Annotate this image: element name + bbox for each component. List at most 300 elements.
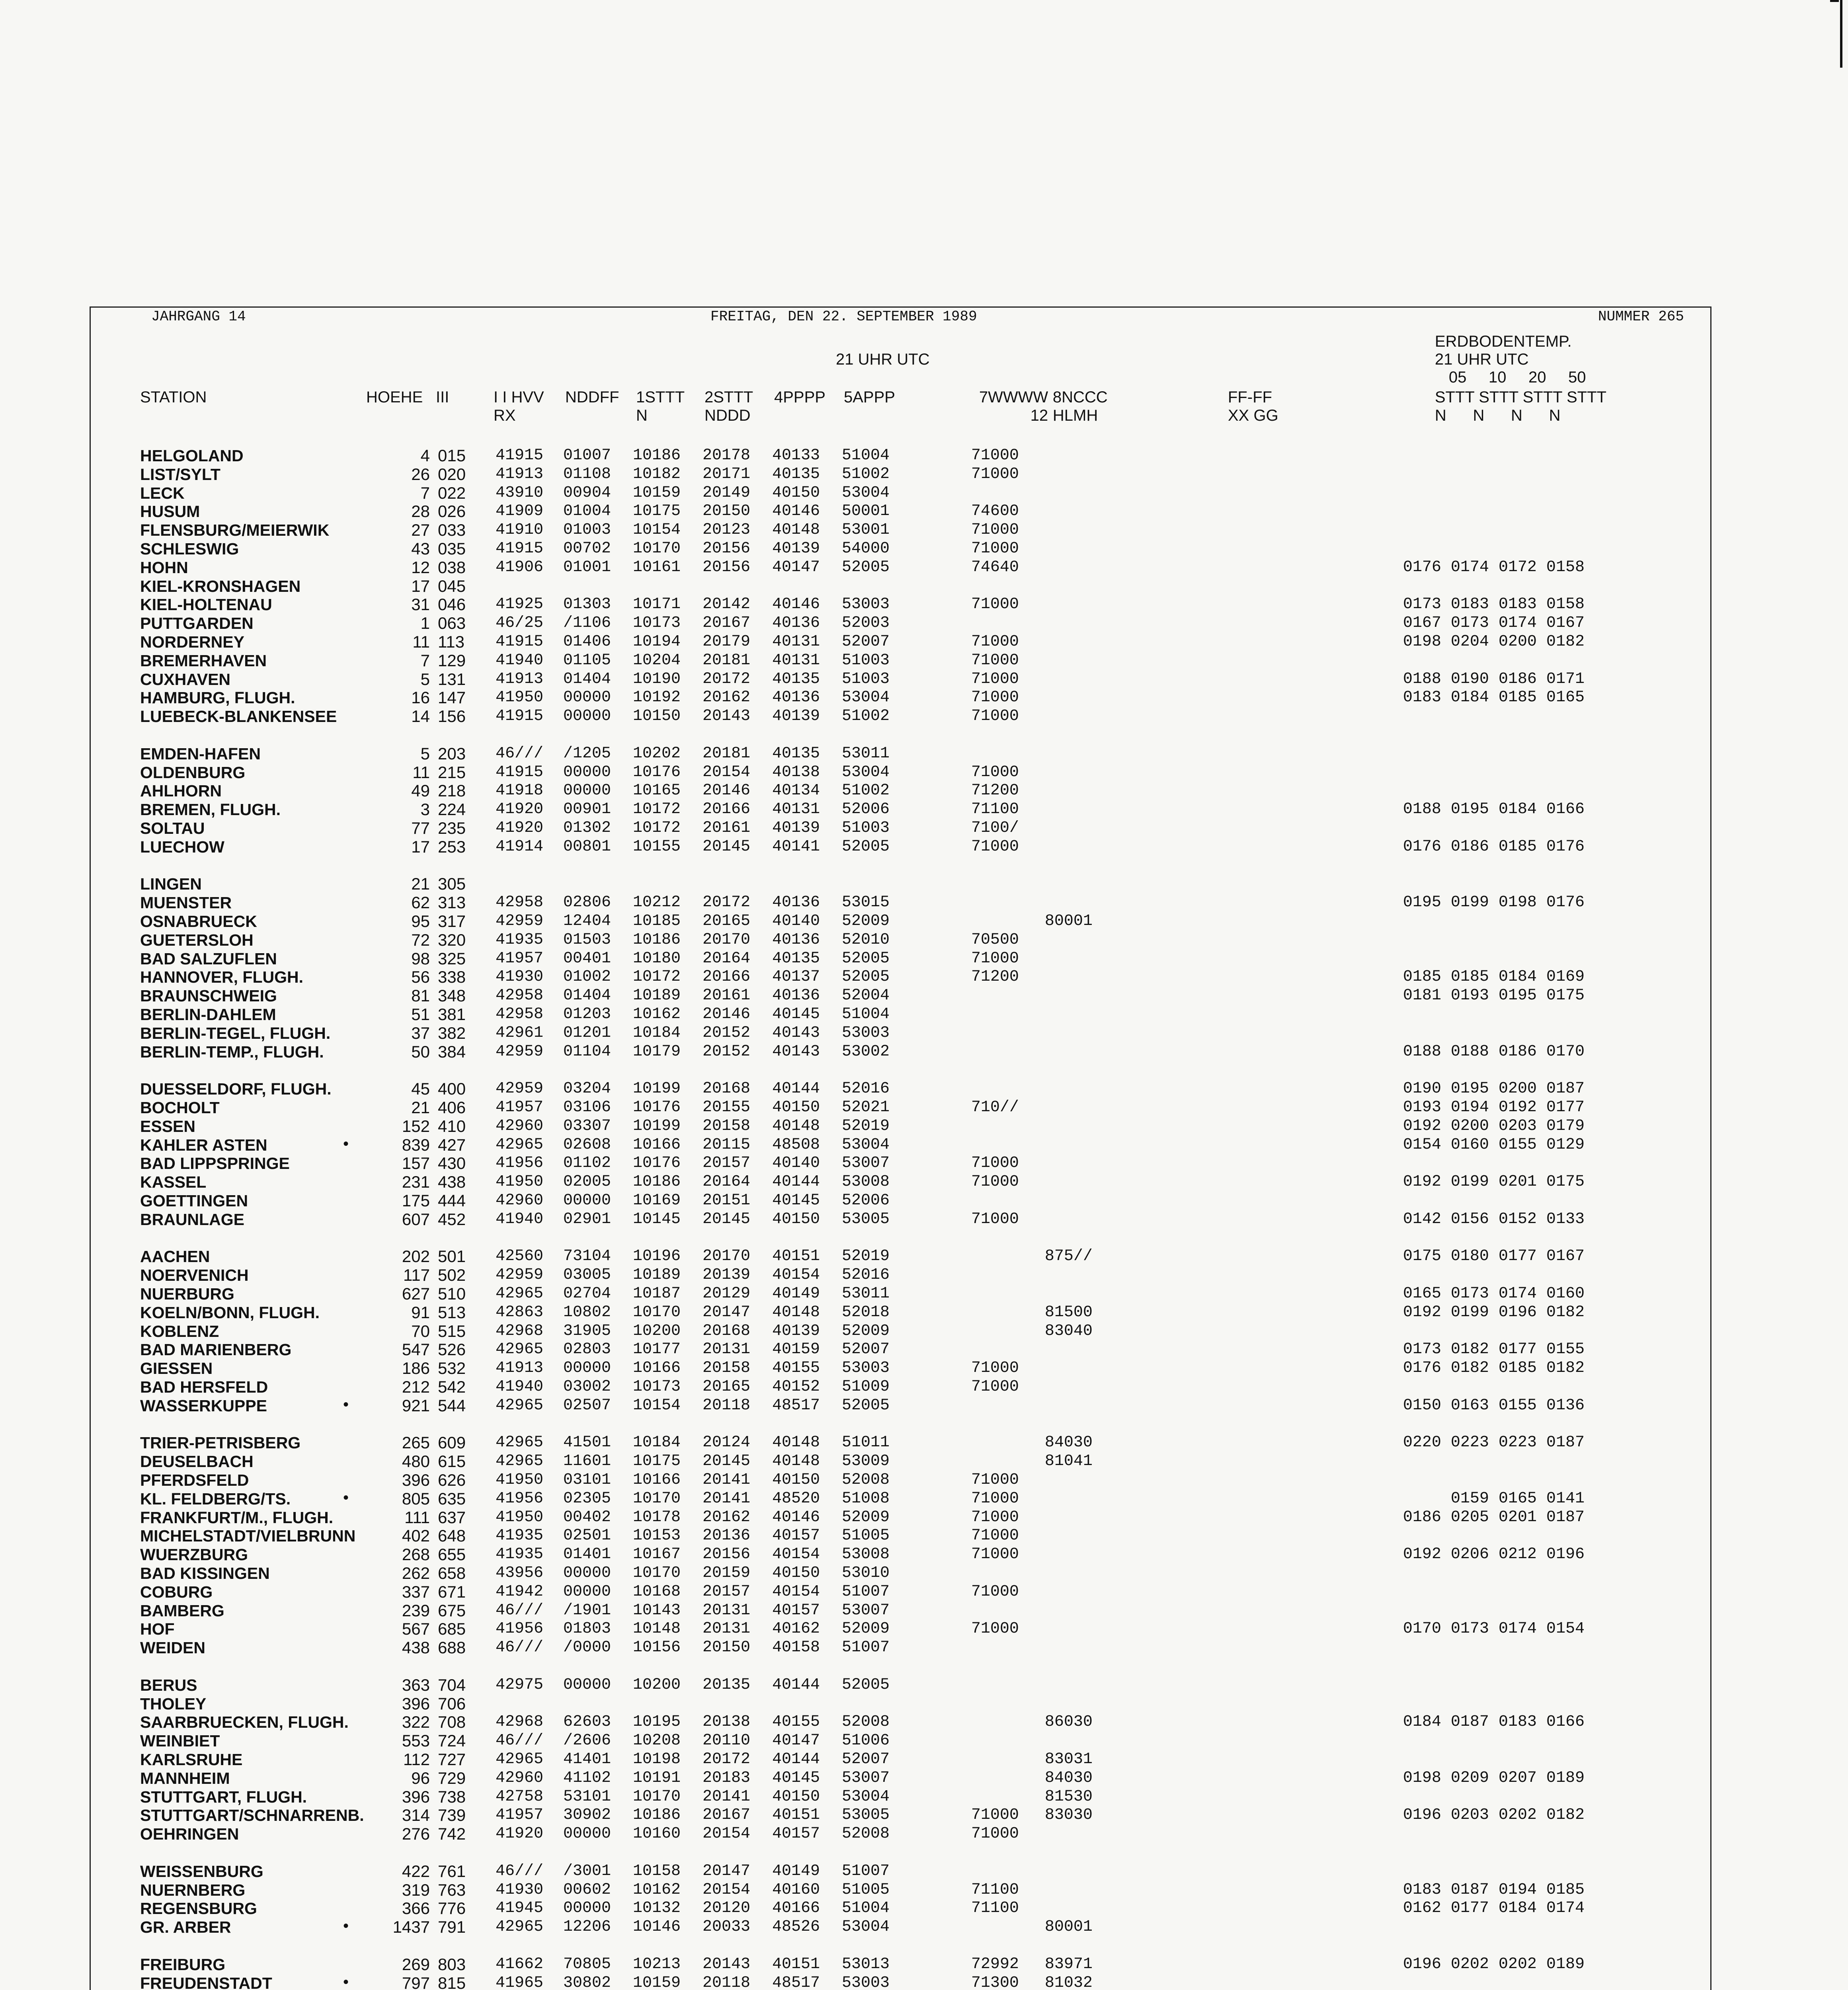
sttt1-value: 10162	[633, 1005, 681, 1023]
sttt2-value: 20147	[703, 1303, 751, 1321]
pppp-value: 40151	[772, 1955, 820, 1973]
pppp-value: 40150	[772, 1787, 820, 1806]
pppp-value: 48508	[772, 1135, 820, 1154]
nccc-value: 81530	[1045, 1787, 1093, 1806]
hoehe-value: 265	[402, 1433, 430, 1452]
iii-value: 704	[438, 1675, 466, 1694]
wwww-value: 71000	[971, 1489, 1019, 1508]
pppp-value: 48526	[772, 1918, 820, 1936]
nddff-value: 02704	[563, 1285, 611, 1303]
station-name: MANNHEIM	[140, 1769, 230, 1787]
soil-temp-value: 0162 0177 0184 0174	[1403, 1899, 1585, 1918]
sttt1-value: 10173	[633, 614, 681, 632]
erdboden-time-header: 21 UHR UTC	[1435, 351, 1529, 368]
pppp-value: 40155	[772, 1713, 820, 1731]
sttt1-value: 10195	[633, 1713, 681, 1731]
station-name: NOERVENICH	[140, 1266, 249, 1285]
sttt2-value: 20172	[703, 1750, 751, 1768]
sttt1-value: 10199	[633, 1080, 681, 1098]
appp-value: 51003	[842, 651, 890, 669]
hvv-value: 42959	[496, 1266, 544, 1284]
sttt1-value: 10177	[633, 1340, 681, 1359]
sttt1-value: 10170	[633, 1303, 681, 1321]
station-name: BOCHOLT	[140, 1098, 220, 1117]
sttt1-value: 10178	[633, 1508, 681, 1526]
hoehe-value: 337	[402, 1582, 430, 1601]
sttt2-value: 20154	[703, 1825, 751, 1843]
hvv-value: 41910	[496, 521, 544, 539]
hoehe-value: 5	[420, 669, 430, 689]
pppp-value: 40146	[772, 502, 820, 521]
hvv-value: 41950	[496, 1471, 544, 1489]
page-edge-mark	[1840, 0, 1842, 68]
appp-value: 53004	[842, 689, 890, 707]
appp-value: 52004	[842, 987, 890, 1005]
nddff-value: 31905	[563, 1322, 611, 1340]
station-name: HELGOLAND	[140, 447, 244, 465]
nccc-value: 81032	[1045, 1974, 1093, 1990]
hoehe-value: 239	[402, 1601, 430, 1620]
iii-value: 406	[438, 1098, 466, 1117]
hvv-value: 41957	[496, 1806, 544, 1824]
appp-value: 52018	[842, 1303, 890, 1321]
pppp-value: 40159	[772, 1340, 820, 1359]
sttt1-value: 10159	[633, 484, 681, 502]
pppp-value: 40158	[772, 1639, 820, 1657]
sttt2-value: 20165	[703, 912, 751, 930]
nddff-value: 01108	[563, 465, 611, 483]
station-name: BAD HERSFELD	[140, 1378, 268, 1396]
wwww-value: 71200	[971, 782, 1019, 800]
sttt1-value: 10166	[633, 1471, 681, 1489]
sttt2-value: 20167	[703, 614, 751, 632]
nddff-value: 02005	[563, 1173, 611, 1191]
appp-value: 53009	[842, 1452, 890, 1471]
hoehe-value: 314	[402, 1806, 430, 1825]
sttt1-value: 10184	[633, 1434, 681, 1452]
hoehe-value: 21	[411, 874, 430, 894]
appp-value: 52003	[842, 614, 890, 632]
pppp-value: 40131	[772, 633, 820, 651]
sttt1-value: 10170	[633, 540, 681, 558]
wwww-value: 70500	[971, 931, 1019, 949]
appp-value: 52006	[842, 1192, 890, 1210]
hoehe-value: 5	[420, 744, 430, 763]
wwww-value: 71000	[971, 633, 1019, 651]
depth-header: 05 10 20 50	[1449, 369, 1586, 386]
nccc-value: 83971	[1045, 1955, 1093, 1973]
soil-temp-value: 0150 0163 0155 0136	[1403, 1396, 1585, 1414]
station-name: FLENSBURG/MEIERWIK	[140, 521, 330, 540]
hvv-value: 46///	[496, 1862, 544, 1880]
sttt1-value: 10154	[633, 521, 681, 539]
pppp-value: 40136	[772, 894, 820, 912]
pppp-value: 40148	[772, 1434, 820, 1452]
nddff-value: 00000	[563, 707, 611, 726]
soil-temp-value: 0184 0187 0183 0166	[1403, 1713, 1585, 1731]
wwww-value: 71100	[971, 1899, 1019, 1918]
sttt1-value: 10189	[633, 987, 681, 1005]
nddff-value: 03307	[563, 1117, 611, 1135]
hvv-value: 41940	[496, 651, 544, 669]
sttt2-value: 20138	[703, 1713, 751, 1731]
iii-value: 648	[438, 1526, 466, 1545]
station-name: NUERBURG	[140, 1285, 234, 1303]
iii-value: 035	[438, 539, 466, 558]
sttt1-value: 10194	[633, 633, 681, 651]
sttt2-value: 20170	[703, 931, 751, 949]
sttt1-value: 10198	[633, 1750, 681, 1768]
sttt2-value: 20141	[703, 1471, 751, 1489]
soil-temp-value: 0185 0185 0184 0169	[1403, 968, 1585, 986]
hoehe-value: 31	[411, 595, 430, 614]
iii-value: 218	[438, 781, 466, 800]
appp-value: 51003	[842, 670, 890, 688]
pppp-value: 40152	[772, 1378, 820, 1396]
date-label: FREITAG, DEN 22. SEPTEMBER 1989	[710, 308, 977, 325]
iii-value: 515	[438, 1321, 466, 1340]
nddff-value: 41102	[563, 1769, 611, 1787]
nddff-value: 01002	[563, 968, 611, 986]
station-name: KIEL-KRONSHAGEN	[140, 577, 301, 595]
wwww-value: 71000	[971, 837, 1019, 856]
station-name: AHLHORN	[140, 782, 222, 800]
sttt1-value: 10199	[633, 1117, 681, 1135]
nccc-value: 86030	[1045, 1713, 1093, 1731]
appp-value: 52019	[842, 1117, 890, 1135]
nddff-value: 01404	[563, 670, 611, 688]
appp-value: 52005	[842, 837, 890, 856]
station-name: OSNABRUECK	[140, 912, 257, 931]
mountain-station-marker: •	[343, 1917, 349, 1935]
hvv-value: 42965	[496, 1396, 544, 1414]
hoehe-value: 95	[411, 912, 430, 931]
appp-value: 54000	[842, 540, 890, 558]
station-name: COBURG	[140, 1582, 213, 1601]
pppp-value: 40150	[772, 1471, 820, 1489]
station-name: AACHEN	[140, 1247, 210, 1266]
station-name: BAD LIPPSPRINGE	[140, 1154, 290, 1173]
nddff-value: 00000	[563, 1582, 611, 1601]
iii-value: 635	[438, 1489, 466, 1508]
soil-temp-value: 0181 0193 0195 0175	[1403, 987, 1585, 1005]
sttt2-value: 20172	[703, 670, 751, 688]
pppp-value: 40148	[772, 1303, 820, 1321]
station-name: KIEL-HOLTENAU	[140, 595, 272, 614]
hoehe-value: 112	[403, 1750, 430, 1769]
pppp-value: 40146	[772, 595, 820, 614]
nddff-value: /1205	[563, 744, 611, 763]
pppp-value: 40150	[772, 1564, 820, 1582]
hvv-value: 42863	[496, 1303, 544, 1321]
soil-temp-value: 0176 0182 0185 0182	[1403, 1359, 1585, 1377]
nddff-value: /1106	[563, 614, 611, 632]
pppp-value: 40140	[772, 912, 820, 930]
hoehe-value: 547	[402, 1340, 430, 1359]
hoehe-value: 839	[402, 1135, 430, 1154]
station-name: SCHLESWIG	[140, 540, 239, 558]
iii-value: 501	[438, 1247, 466, 1266]
hvv-value: 41915	[496, 447, 544, 464]
mountain-station-marker: •	[343, 1395, 349, 1413]
col9-header: FF-FF XX GG	[1228, 388, 1278, 424]
sttt1-value: 10167	[633, 1545, 681, 1564]
sttt2-value: 20166	[703, 968, 751, 986]
iii-value: 382	[438, 1023, 466, 1042]
nddff-value: 01007	[563, 447, 611, 464]
nccc-value: 83040	[1045, 1322, 1093, 1340]
sttt2-value: 20145	[703, 1210, 751, 1228]
pppp-value: 40136	[772, 987, 820, 1005]
appp-value: 53004	[842, 1918, 890, 1936]
sttt1-value: 10186	[633, 447, 681, 464]
iii-value: 708	[438, 1713, 466, 1732]
sttt1-value: 10159	[633, 1974, 681, 1990]
hoehe-value: 96	[411, 1768, 430, 1787]
soil-temp-value: 0198 0204 0200 0182	[1403, 633, 1585, 651]
hvv-value: 42968	[496, 1713, 544, 1731]
sttt2-value: 20143	[703, 1955, 751, 1973]
hoehe-value: 17	[411, 837, 430, 856]
pppp-value: 40131	[772, 651, 820, 669]
nddff-value: 00904	[563, 484, 611, 502]
appp-value: 52007	[842, 633, 890, 651]
hoehe-value: 21	[411, 1098, 430, 1117]
hoehe-value: 4	[420, 446, 430, 465]
iii-value: 763	[438, 1880, 466, 1899]
pppp-value: 40136	[772, 689, 820, 707]
iii-value: 655	[438, 1545, 466, 1564]
wwww-value: 71000	[971, 1527, 1019, 1545]
hoehe-value: 81	[411, 986, 430, 1005]
wwww-value: 71000	[971, 540, 1019, 558]
iii-value: 129	[438, 651, 466, 670]
wwww-value: 71100	[971, 800, 1019, 819]
sttt2-value: 20131	[703, 1620, 751, 1638]
pppp-value: 40139	[772, 819, 820, 837]
station-name: KOELN/BONN, FLUGH.	[140, 1303, 320, 1322]
sttt1-value: 10145	[633, 1210, 681, 1228]
station-name: BAMBERG	[140, 1601, 224, 1620]
nddff-value: 02507	[563, 1396, 611, 1414]
hoehe-value: 322	[402, 1713, 430, 1732]
station-name: BREMEN, FLUGH.	[140, 800, 281, 819]
sttt2-value: 20141	[703, 1489, 751, 1508]
hoehe-value: 363	[402, 1675, 430, 1694]
hoehe-value: 152	[402, 1116, 430, 1135]
appp-value: 53003	[842, 595, 890, 614]
wwww-value: 71000	[971, 1620, 1019, 1638]
nddff-value: 00801	[563, 837, 611, 856]
wwww-value: 71200	[971, 968, 1019, 986]
hvv-value: 42965	[496, 1135, 544, 1154]
wwww-value: 71000	[971, 465, 1019, 483]
sttt1-value: 10179	[633, 1042, 681, 1061]
nddff-value: /3001	[563, 1862, 611, 1880]
soil-temp-value: 0167 0173 0174 0167	[1403, 614, 1585, 632]
col2-header: NDDFF	[565, 388, 619, 406]
sttt2-value: 20115	[703, 1135, 751, 1154]
hvv-value: 41930	[496, 1881, 544, 1899]
soil-temp-value: 0165 0173 0174 0160	[1403, 1285, 1585, 1303]
nddff-value: 00000	[563, 763, 611, 781]
station-name: BERUS	[140, 1676, 197, 1694]
pppp-value: 48520	[772, 1489, 820, 1508]
appp-value: 52005	[842, 1676, 890, 1694]
nddff-value: 12206	[563, 1918, 611, 1936]
soil-temp-value: 0176 0186 0185 0176	[1403, 837, 1585, 856]
hoehe-value: 1437	[392, 1918, 430, 1937]
nddff-value: 01203	[563, 1005, 611, 1023]
station-name: OEHRINGEN	[140, 1825, 239, 1844]
sttt1-value: 10204	[633, 651, 681, 669]
appp-value: 53004	[842, 1135, 890, 1154]
station-name: STUTTGART, FLUGH.	[140, 1787, 307, 1806]
hvv-value: 41662	[496, 1955, 544, 1973]
hvv-value: 41935	[496, 931, 544, 949]
appp-value: 51002	[842, 782, 890, 800]
sttt2-value: 20147	[703, 1862, 751, 1880]
pppp-value: 40139	[772, 1322, 820, 1340]
nddff-value: 00602	[563, 1881, 611, 1899]
nccc-value: 81500	[1045, 1303, 1093, 1321]
hvv-value: 42965	[496, 1918, 544, 1936]
nddff-value: 00000	[563, 1359, 611, 1377]
nddff-value: 01404	[563, 987, 611, 1005]
iii-value: 427	[438, 1135, 466, 1154]
nddff-value: 03101	[563, 1471, 611, 1489]
hoehe-value: 175	[402, 1191, 430, 1210]
appp-value: 53003	[842, 1974, 890, 1990]
appp-value: 52016	[842, 1080, 890, 1098]
iii-value: 615	[438, 1452, 466, 1471]
nddff-value: 01803	[563, 1620, 611, 1638]
iii-value: 410	[438, 1116, 466, 1135]
iii-value: 542	[438, 1377, 466, 1396]
pppp-value: 40136	[772, 614, 820, 632]
sttt2-value: 20131	[703, 1601, 751, 1619]
pppp-value: 40147	[772, 558, 820, 576]
hoehe-value: 627	[402, 1284, 430, 1303]
sttt2-value: 20129	[703, 1285, 751, 1303]
appp-value: 51004	[842, 447, 890, 464]
appp-value: 52009	[842, 1322, 890, 1340]
station-name: LECK	[140, 484, 185, 502]
nddff-value: 00401	[563, 949, 611, 968]
sttt1-value: 10196	[633, 1247, 681, 1266]
pppp-value: 40150	[772, 1098, 820, 1116]
hoehe-value: 262	[402, 1564, 430, 1582]
sttt1-value: 10175	[633, 502, 681, 521]
station-name: PFERDSFELD	[140, 1471, 249, 1489]
wwww-value: 72992	[971, 1955, 1019, 1973]
iii-value: 320	[438, 930, 466, 949]
sttt2-value: 20149	[703, 484, 751, 502]
iii-value: 313	[438, 893, 466, 912]
iii-value: 317	[438, 912, 466, 931]
iii-value: 156	[438, 707, 466, 726]
iii-header: III	[436, 388, 449, 406]
sttt1-value: 10208	[633, 1732, 681, 1750]
pppp-value: 40139	[772, 707, 820, 726]
nddff-value: 41501	[563, 1434, 611, 1452]
sttt1-value: 10170	[633, 1787, 681, 1806]
hvv-value: 41914	[496, 837, 544, 856]
wwww-value: 710//	[971, 1098, 1019, 1116]
time-header: 21 UHR UTC	[836, 351, 930, 368]
pppp-value: 40139	[772, 540, 820, 558]
hvv-value: 42965	[496, 1434, 544, 1452]
col4-header: 2STTT NDDD	[704, 388, 753, 424]
station-name: FREUDENSTADT	[140, 1974, 272, 1990]
sttt1-value: 10132	[633, 1899, 681, 1918]
sttt1-value: 10160	[633, 1825, 681, 1843]
hoehe-value: 16	[411, 688, 430, 707]
wwww-value: 71000	[971, 1359, 1019, 1377]
iii-value: 761	[438, 1861, 466, 1881]
iii-value: 685	[438, 1619, 466, 1639]
wwww-value: 71000	[971, 1471, 1019, 1489]
station-name: GIESSEN	[140, 1359, 213, 1378]
soil-temp-value: 0173 0182 0177 0155	[1403, 1340, 1585, 1359]
sttt1-value: 10212	[633, 894, 681, 912]
pppp-value: 40137	[772, 968, 820, 986]
iii-value: 046	[438, 595, 466, 614]
appp-value: 52005	[842, 949, 890, 968]
soil-temp-value: 0183 0184 0185 0165	[1403, 689, 1585, 707]
sttt2-value: 20146	[703, 1005, 751, 1023]
sttt2-value: 20170	[703, 1247, 751, 1266]
sttt2-value: 20158	[703, 1117, 751, 1135]
wwww-value: 71000	[971, 707, 1019, 726]
soil-temp-value: 0188 0190 0186 0171	[1403, 670, 1585, 688]
hvv-value: 46///	[496, 1601, 544, 1619]
pppp-value: 40147	[772, 1732, 820, 1750]
mountain-station-marker: •	[343, 1489, 349, 1506]
hoehe-header: HOEHE	[366, 388, 423, 406]
sttt2-value: 20168	[703, 1322, 751, 1340]
sttt2-value: 20167	[703, 1806, 751, 1824]
appp-value: 52009	[842, 912, 890, 930]
soil-temp-value: 0192 0199 0201 0175	[1403, 1173, 1585, 1191]
wwww-value: 71000	[971, 447, 1019, 464]
sttt2-value: 20183	[703, 1769, 751, 1787]
station-name: MICHELSTADT/VIELBRUNN	[140, 1527, 356, 1545]
appp-value: 52005	[842, 1396, 890, 1414]
hoehe-value: 17	[411, 576, 430, 595]
sttt1-value: 10176	[633, 1154, 681, 1173]
hoehe-value: 26	[411, 464, 430, 484]
iii-value: 739	[438, 1806, 466, 1825]
station-name: HOHN	[140, 558, 188, 577]
station-name: GR. ARBER	[140, 1918, 231, 1937]
sttt1-value: 10148	[633, 1620, 681, 1638]
pppp-value: 40155	[772, 1359, 820, 1377]
mountain-station-marker: •	[343, 1973, 349, 1990]
station-name: KL. FELDBERG/TS.	[140, 1489, 291, 1508]
appp-value: 53008	[842, 1173, 890, 1191]
iii-value: 020	[438, 464, 466, 484]
hoehe-value: 49	[411, 781, 430, 800]
station-name: GOETTINGEN	[140, 1192, 248, 1210]
sttt2-value: 20166	[703, 800, 751, 819]
station-name: MUENSTER	[140, 894, 232, 912]
hvv-value: 41918	[496, 782, 544, 800]
hvv-value: 41913	[496, 1359, 544, 1377]
nddff-value: /0000	[563, 1639, 611, 1657]
nddff-value: 00000	[563, 782, 611, 800]
pppp-value: 40143	[772, 1042, 820, 1061]
